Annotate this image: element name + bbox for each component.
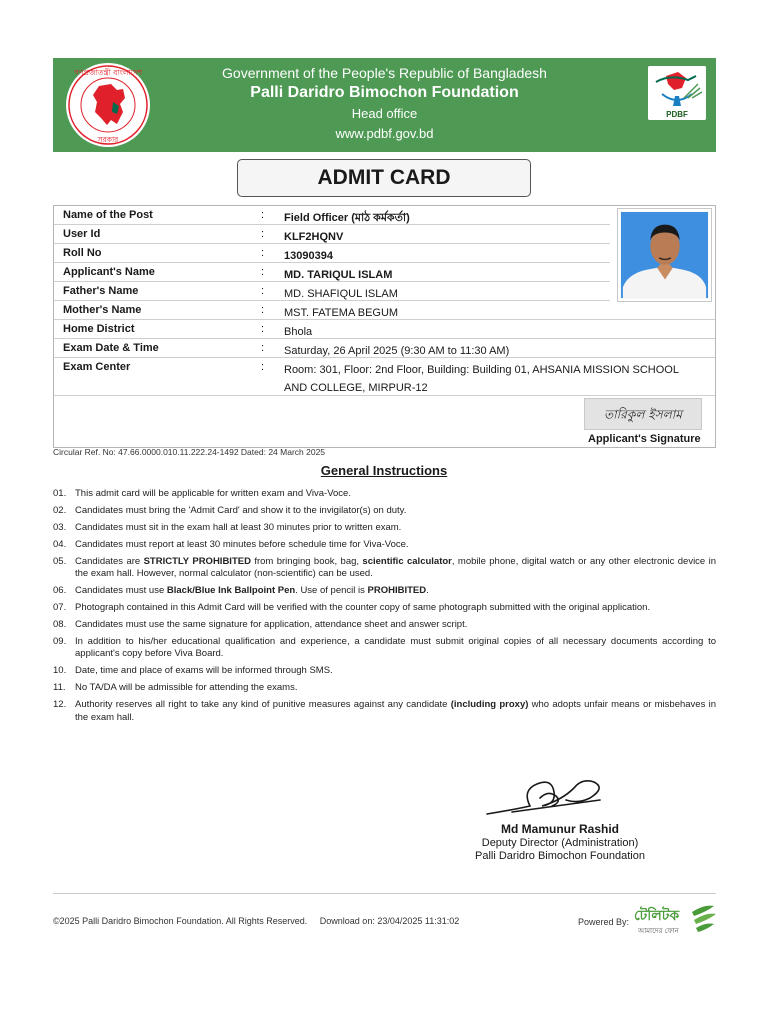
signatory-designation: Deputy Director (Administration): [481, 837, 639, 849]
instruction-item: [53, 556, 716, 581]
organization-name: Palli Daridro Bimochon Foundation: [250, 84, 519, 101]
colon: :: [261, 266, 265, 278]
teletalk-tagline: আমাদের ফোন: [638, 927, 679, 935]
instruction-text: Candidates must bring the 'Admit Card' and show it to the invigilator(s) on duty.: [75, 504, 407, 516]
instruction-item: [53, 699, 716, 724]
row-roll-no: [54, 244, 610, 263]
instruction-number: 09.: [53, 635, 67, 647]
office-name: Head office: [351, 106, 418, 121]
instruction-item: [53, 619, 716, 632]
exam-date-label: Exam Date & Time: [63, 342, 159, 354]
applicant-name-value: MD. TARIQUL ISLAM: [284, 269, 393, 281]
instruction-text: .: [426, 585, 429, 597]
instruction-number: 02.: [53, 504, 67, 516]
applicant-signature-handwriting: তারিকুল ইসলাম: [603, 407, 683, 422]
download-timestamp: Download on: 23/04/2025 11:31:02: [319, 916, 460, 926]
copyright-text: ©2025 Palli Daridro Bimochon Foundation. All Rights Reserved.: [53, 916, 308, 926]
instruction-text: No TA/DA will be admissible for attending the exams.: [75, 682, 298, 694]
authority-signature-image: [482, 770, 612, 820]
seal-top-text: গণপ্রজাতন্ত্রী বাংলাদেশ: [73, 68, 143, 77]
applicant-info-table: [53, 205, 716, 448]
mother-name-label: Mother's Name: [63, 304, 142, 316]
signatory-organization: Palli Daridro Bimochon Foundation: [475, 850, 645, 862]
instruction-text: Candidates must sit in the exam hall at least 30 minutes prior to written exam.: [75, 521, 402, 533]
colon: :: [261, 304, 265, 316]
colon: :: [261, 342, 265, 354]
instruction-text: Candidates must report at least 30 minutes before schedule time for Viva-Voce.: [75, 538, 409, 550]
instruction-number: 07.: [53, 601, 67, 613]
circular-reference: Circular Ref. No: 47.66.0000.010.11.222.24-1492 Dated: 24 March 2025: [53, 447, 326, 457]
instructions-list: [53, 488, 716, 728]
row-user-id: [54, 225, 610, 244]
instruction-text: Candidates are: [75, 555, 144, 567]
colon: :: [261, 285, 265, 297]
exam-center-value: Room: 301, Floor: 2nd Floor, Building: Building 01, AHSANIA MISSION SCHOOL AND COLLEGE, MIRPUR-12: [284, 364, 679, 394]
signatory-block: [440, 770, 660, 865]
post-value: Field Officer (মাঠ কর্মকর্তা): [284, 212, 410, 224]
home-district-label: Home District: [63, 323, 135, 335]
mother-name-value: MST. FATEMA BEGUM: [284, 307, 399, 319]
colon: :: [261, 361, 265, 373]
instruction-number: 08.: [53, 618, 67, 630]
pdbf-logo-text: PDBF: [666, 110, 688, 119]
instruction-text: from bringing book, bag,: [250, 555, 363, 567]
teletalk-logo-icon: [634, 902, 718, 938]
applicant-signature-label: Applicant's Signature: [588, 433, 701, 445]
instruction-item: [53, 522, 716, 535]
instruction-text: who adopts unfair means or misbehaves in the exam hall.: [75, 698, 716, 723]
instruction-item: [53, 602, 716, 615]
instruction-item: [53, 682, 716, 695]
instruction-number: 11.: [53, 682, 66, 694]
header-banner: [53, 58, 716, 152]
colon: :: [261, 209, 265, 221]
instruction-number: 03.: [53, 521, 67, 533]
instruction-number: 06.: [53, 585, 67, 597]
powered-by-label: Powered By:: [578, 917, 630, 927]
row-home-district: [54, 320, 715, 339]
footer-divider: [53, 893, 716, 894]
row-mother-name: [54, 301, 715, 320]
user-id-value: KLF2HQNV: [284, 231, 344, 243]
home-district-value: Bhola: [284, 326, 313, 338]
instruction-item: [53, 505, 716, 518]
instruction-emphasis: (including proxy): [450, 698, 529, 710]
user-id-label: User Id: [63, 228, 101, 240]
instruction-text: Date, time and place of exams will be informed through SMS.: [75, 665, 333, 677]
row-exam-center: [54, 358, 715, 396]
applicant-signature-image: [584, 398, 702, 430]
website-url: www.pdbf.gov.bd: [335, 126, 434, 141]
roll-no-value: 13090394: [284, 250, 333, 262]
instruction-number: 04.: [53, 538, 67, 550]
instruction-text: Photograph contained in this Admit Card will be verified with the counter copy of same photograph submitted with the original application.: [75, 601, 651, 613]
instruction-item: [53, 665, 716, 678]
father-name-value: MD. SHAFIQUL ISLAM: [284, 288, 398, 300]
instruction-text: Candidates must use: [75, 585, 167, 597]
instruction-item: [53, 585, 716, 598]
exam-date-value: Saturday, 26 April 2025 (9:30 AM to 11:30 AM): [284, 345, 510, 357]
instruction-number: 01.: [53, 488, 67, 499]
instruction-text: In addition to his/her educational qualification and experience, a candidate must submit original copies of all necessary documents according to applicant's copy before Viva Board.: [75, 635, 716, 660]
general-instructions-title: General Instructions: [320, 463, 448, 478]
teletalk-name: টেলিটক: [634, 908, 680, 924]
applicant-name-label: Applicant's Name: [63, 266, 155, 278]
instruction-emphasis: scientific calculator: [362, 555, 452, 567]
footer-info: [53, 916, 469, 926]
instruction-text: Authority reserves all right to take any kind of punitive measures against any candidate: [75, 698, 451, 710]
instruction-emphasis: STRICTLY PROHIBITED: [143, 555, 251, 567]
instruction-item: [53, 488, 716, 501]
instruction-item: [53, 539, 716, 552]
row-father-name: [54, 282, 610, 301]
instruction-number: 05.: [53, 555, 67, 567]
row-applicant-name: [54, 263, 610, 282]
admit-card-title: ADMIT CARD: [237, 159, 531, 197]
instruction-number: 12.: [53, 698, 67, 710]
instruction-item: [53, 636, 716, 661]
roll-no-label: Roll No: [63, 247, 102, 259]
instruction-text: . Use of pencil is: [295, 585, 368, 597]
pdbf-logo-icon: [648, 66, 706, 120]
instruction-emphasis: PROHIBITED: [367, 585, 427, 597]
instruction-number: 10.: [53, 665, 67, 677]
colon: :: [261, 228, 265, 240]
government-name: Government of the People's Republic of Bangladesh: [222, 65, 547, 81]
seal-bottom-text: সরকার: [97, 135, 119, 144]
row-post: [54, 206, 610, 225]
signatory-name: Md Mamunur Rashid: [500, 822, 619, 836]
post-label: Name of the Post: [63, 209, 153, 221]
instruction-emphasis: Black/Blue Ink Ballpoint Pen: [166, 585, 296, 597]
colon: :: [261, 323, 265, 335]
colon: :: [261, 247, 265, 259]
instruction-text: Candidates must use the same signature for application, attendance sheet and answer script.: [75, 618, 468, 630]
instruction-text: This admit card will be applicable for written exam and Viva-Voce.: [75, 488, 351, 499]
row-exam-date: [54, 339, 715, 358]
instruction-text: , mobile phone, digital watch or any other electronic device in the exam hall. However, normal calculator (non-scientific) can be used.: [75, 555, 716, 580]
father-name-label: Father's Name: [63, 285, 139, 297]
applicant-photo: [617, 208, 712, 302]
exam-center-label: Exam Center: [63, 361, 131, 373]
